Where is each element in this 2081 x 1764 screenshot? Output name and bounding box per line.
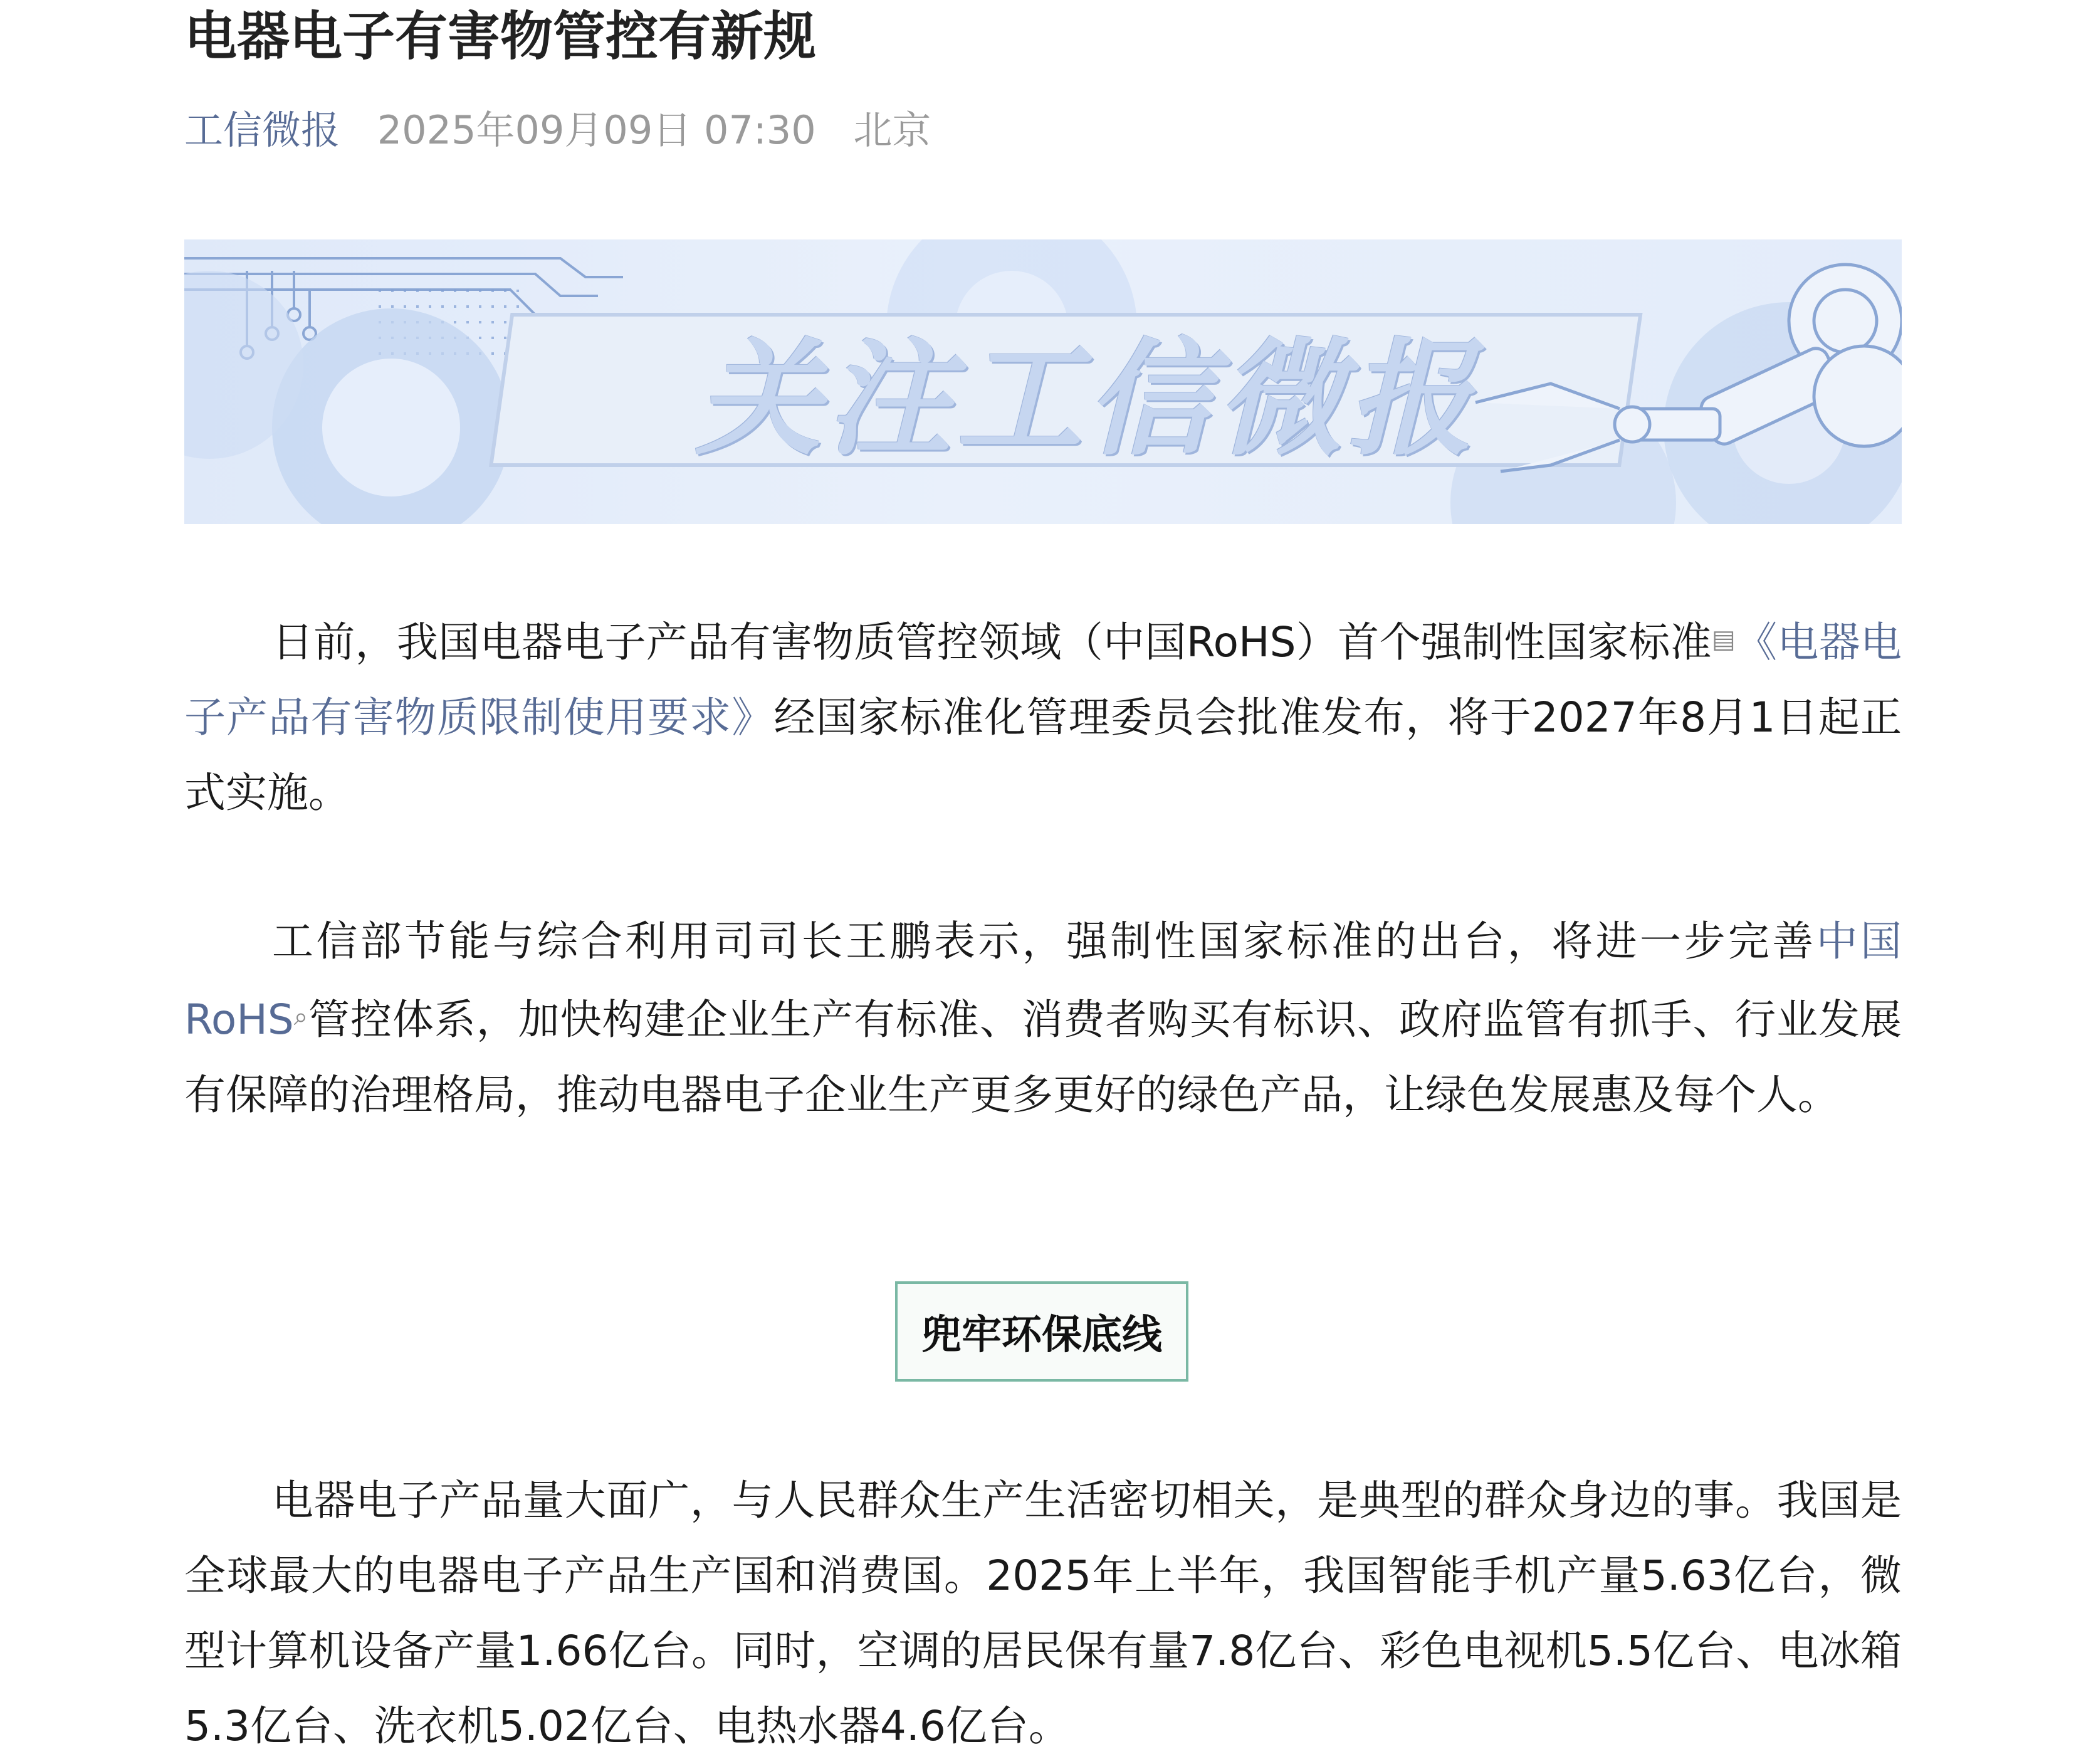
banner-text: 关注工信微报 — [695, 326, 1478, 473]
article-meta — [184, 105, 931, 155]
paragraph-3: 电器电子产品量大面广，与人民群众生产生活密切相关，是典型的群众身边的事。我国是全球最大的电器电子产品生产国和消费国。2025年上半年，我国智能手机产量5.63亿台，微型计算机设备产量1.66亿台。同时，空调的居民保有量7.8亿台、彩色电视机5.5亿台、电冰箱5.3亿台、洗衣机5.02亿台、电热水器4.6亿台。 — [184, 1476, 1902, 1750]
standard-link[interactable]: 《电器电子产品有害物质限制使用要求》 — [184, 618, 1902, 742]
search-icon[interactable]: ⌕ — [293, 1002, 308, 1031]
document-icon[interactable]: ▤ — [1711, 625, 1736, 654]
rohs-link[interactable]: 中国RoHS — [184, 917, 1902, 1044]
section-heading: 兜牢环保底线 — [895, 1281, 1188, 1382]
source-account-link[interactable]: 工信微报 — [184, 107, 340, 153]
publish-date: 2025年09月09日 07:30 — [377, 107, 816, 153]
banner-image — [184, 239, 1902, 524]
paragraph-1: 日前，我国电器电子产品有害物质管控领域（中国RoHS）首个强制性国家标准▤《电器电子产品有害物质限制使用要求》经国家标准化管理委员会批准发布，将于2027年8月1日起正式实施。 — [184, 618, 1902, 817]
article-title: 电器电子有害物管控有新规 — [184, 6, 817, 67]
paragraph-2: 工信部节能与综合利用司司长王鹏表示，强制性国家标准的出台，将进一步完善中国RoHS⌕管控体系，加快构建企业生产有标准、消费者购买有标识、政府监管有抓手、行业发展有保障的治理格局，推动电器电子企业生产更多更好的绿色产品，让绿色发展惠及每个人。 — [184, 917, 1902, 1119]
publish-location: 北京 — [853, 107, 931, 153]
